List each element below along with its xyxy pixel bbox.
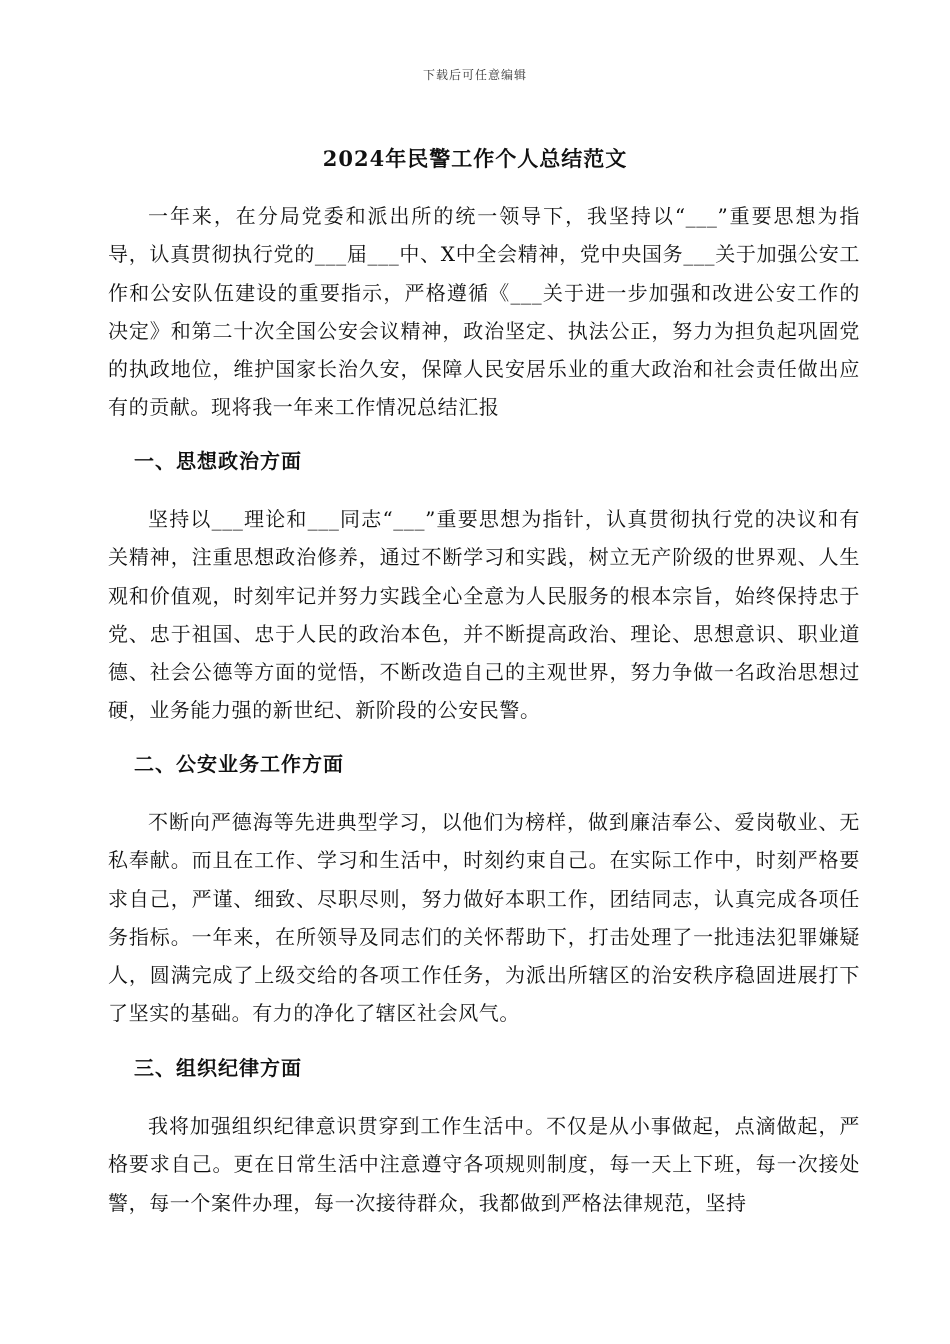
section-heading-discipline: 三、组织纪律方面 [134, 1056, 302, 1080]
section-paragraph-ideology: 坚持以___理论和___同志“___”重要思想为指针，认真贯彻执行党的决议和有关精神，注重思想政治修养，通过不断学习和实践，树立无产阶级的世界观、人生观和价值观，时刻牢记并努力实践全心全意为人民服务的根本宗旨，始终保持忠于党、忠于祖国、忠于人民的政治本色，并不断提高政治、理论、思想意识、职业道德、社会公德等方面的觉悟，不断改造自己的主观世界，努力争做一名政治思想过硬，业务能力强的新世纪、新阶段的公安民警。 [108, 507, 860, 723]
intro-paragraph: 一年来，在分局党委和派出所的统一领导下，我坚持以“___”重要思想为指导，认真贯彻执行党的___届___中、X中全会精神，党中央国务___关于加强公安工作和公安队伍建设的重要指示，严格遵循《___关于进一步加强和改进公安工作的决定》和第二十次全国公安会议精神，政治坚定、执法公正，努力为担负起巩固党的执政地位，维护国家长治久安，保障人民安居乐业的重大政治和社会责任做出应有的贡献。现将我一年来工作情况总结汇报 [108, 204, 860, 420]
header-note: 下载后可任意编辑 [422, 68, 527, 82]
document-title: 2024年民警工作个人总结范文 [322, 146, 628, 171]
section-heading-ideology: 一、思想政治方面 [134, 449, 302, 473]
section-heading-police-work: 二、公安业务工作方面 [134, 752, 344, 776]
section-paragraph-police-work: 不断向严德海等先进典型学习，以他们为榜样，做到廉洁奉公、爱岗敬业、无私奉献。而且在工作、学习和生活中，时刻约束自己。在实际工作中，时刻严格要求自己，严谨、细致、尽职尽则，努力做好本职工作，团结同志，认真完成各项任务指标。一年来，在所领导及同志们的关怀帮助下，打击处理了一批违法犯罪嫌疑人，圆满完成了上级交给的各项工作任务，为派出所辖区的治安秩序稳固进展打下了坚实的基础。有力的净化了辖区社会风气。 [108, 810, 860, 1026]
section-paragraph-discipline: 我将加强组织纪律意识贯穿到工作生活中。不仅是从小事做起，点滴做起，严格要求自己。更在日常生活中注意遵守各项规则制度，每一天上下班，每一次接处警，每一个案件办理，每一次接待群众，我都做到严格法律规范，坚持 [108, 1114, 860, 1215]
